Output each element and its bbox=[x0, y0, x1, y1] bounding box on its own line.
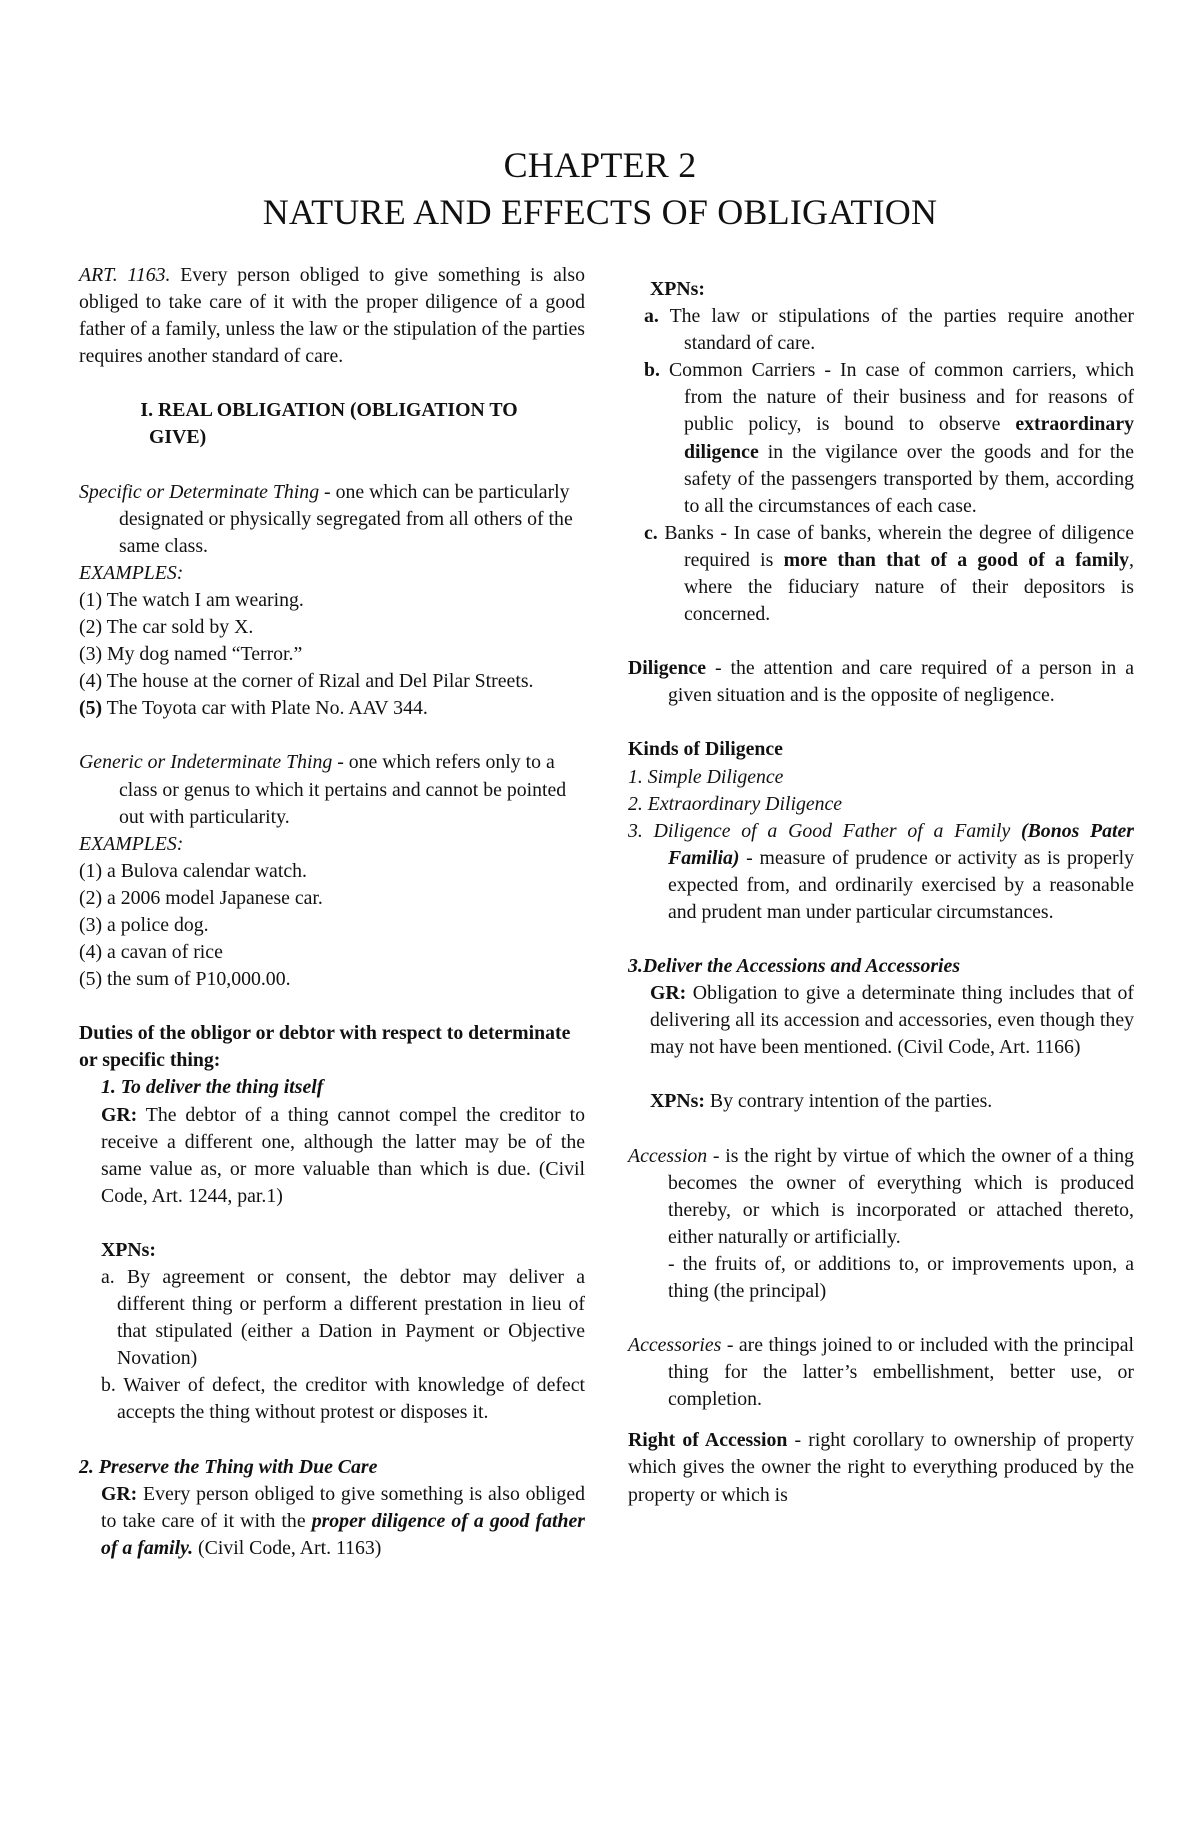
examples-label-1: EXAMPLES: bbox=[79, 561, 184, 584]
duty-3-general-rule: GR: Obligation to give a determinate thing includes that of delivering all its accession and accessories, even though they may not have been mentioned. (Civil Code, Art. 1166) bbox=[650, 982, 1134, 1059]
duty-1-xpns-label: XPNs: bbox=[101, 1238, 156, 1261]
xpn-a: a. The law or stipulations of the parties require another standard of care. bbox=[644, 305, 1134, 355]
specific-term: Specific or Determinate Thing bbox=[79, 480, 320, 503]
generic-term: Generic or Indeterminate Thing bbox=[79, 751, 333, 774]
kinds-heading: Kinds of Diligence bbox=[628, 738, 783, 761]
kind-simple: 1. Simple Diligence bbox=[628, 765, 784, 788]
diligence-definition: Diligence - the attention and care required of a person in a given situation and is the opposite of negligence. bbox=[628, 657, 1134, 707]
generic-example: (2) a 2006 model Japanese car. bbox=[79, 886, 323, 909]
accession-definition: Accession - is the right by virtue of which the owner of a thing becomes the owner of everything which is produced thereby, or which is incorporated or attached thereto, either naturally or artificially. bbox=[628, 1144, 1134, 1248]
duty-2-general-rule: GR: Every person obliged to give something is also obliged to take care of it with the proper diligence of a good father of a family. (Civil Code, Art. 1163) bbox=[101, 1482, 585, 1559]
right-column bbox=[628, 262, 1134, 1509]
article-text: Every person obliged to give something is also obliged to take care of it with the proper diligence of a good father of a family, unless the law or the stipulation of the parties requires another standard of care. bbox=[79, 264, 585, 368]
right-of-accession-definition: Right of Accession - right corollary to ownership of property which gives the owner the right to everything produced by the property or which is bbox=[628, 1429, 1135, 1506]
duty-3-xpns: XPNs: By contrary intention of the parties. bbox=[650, 1090, 993, 1113]
duty-2-heading: 2. Preserve the Thing with Due Care bbox=[79, 1455, 378, 1478]
chapter-title: NATURE AND EFFECTS OF OBLIGATION bbox=[262, 192, 938, 232]
specific-thing-definition: Specific or Determinate Thing - one which can be particularly designated or physically segregated from all others of the same class. bbox=[79, 480, 573, 557]
duty-1-xpn: b. Waiver of defect, the creditor with knowledge of defect accepts the thing without protest or disposes it. bbox=[101, 1374, 585, 1424]
duties-heading: Duties of the obligor or debtor with respect to determinate or specific thing: bbox=[79, 1022, 571, 1072]
section-heading-line2: GIVE) bbox=[149, 426, 207, 449]
article-label: ART. 1163. bbox=[79, 264, 171, 286]
duty-3-heading: 3.Deliver the Accessions and Accessories bbox=[628, 955, 961, 978]
specific-example: (5) The Toyota car with Plate No. AAV 344. bbox=[79, 697, 428, 720]
kind-extraordinary: 2. Extraordinary Diligence bbox=[628, 792, 843, 815]
generic-thing-definition: Generic or Indeterminate Thing - one which refers only to a class or genus to which it pertains and cannot be pointed out with particularity. bbox=[79, 751, 567, 828]
examples-label-2: EXAMPLES: bbox=[79, 832, 184, 855]
xpns-label: XPNs: bbox=[650, 278, 705, 300]
generic-example: (1) a Bulova calendar watch. bbox=[79, 859, 307, 882]
xpn-b: b. Common Carriers - In case of common carriers, which from the nature of their business and for reasons of public policy, is bound to observe extraordinary diligence in the vigilance over the goods and for the safety of the passengers transported by them, according to all the circumstances of each case. bbox=[644, 359, 1134, 517]
generic-example: (4) a cavan of rice bbox=[79, 941, 223, 964]
duty-1-xpn: a. By agreement or consent, the debtor may deliver a different thing or perform a different prestation in lieu of that stipulated (either a Dation in Payment or Objective Novation) bbox=[101, 1266, 585, 1370]
specific-example: (3) My dog named “Terror.” bbox=[79, 643, 303, 666]
generic-example: (5) the sum of P10,000.00. bbox=[79, 968, 291, 991]
duty-1-general-rule: GR: The debtor of a thing cannot compel the creditor to receive a different one, although the latter may be of the same value as, or more valuable than which is due. (Civil Code, Art. 1244, par.1) bbox=[101, 1103, 585, 1207]
chapter-number: CHAPTER 2 bbox=[503, 145, 697, 185]
left-column bbox=[79, 262, 585, 1562]
specific-example: (1) The watch I am wearing. bbox=[79, 588, 304, 611]
specific-example: (2) The car sold by X. bbox=[79, 616, 254, 639]
duty-1-heading: 1. To deliver the thing itself bbox=[101, 1076, 324, 1099]
accession-definition-2: - the fruits of, or additions to, or improvements upon, a thing (the principal) bbox=[668, 1252, 1134, 1302]
generic-example: (3) a police dog. bbox=[79, 913, 209, 936]
xpn-c: c. Banks - In case of banks, wherein the degree of diligence required is more than that of a good of a family, where the fiduciary nature of their depositors is concerned. bbox=[644, 521, 1134, 626]
specific-example: (4) The house at the corner of Rizal and Del Pilar Streets. bbox=[79, 670, 534, 693]
accessories-definition: Accessories - are things joined to or included with the principal thing for the latter’s embellishment, better use, or completion. bbox=[628, 1334, 1134, 1411]
section-heading-line1: I. REAL OBLIGATION (OBLIGATION TO bbox=[140, 399, 518, 422]
article-1163 bbox=[79, 262, 585, 370]
kind-good-father: 3. Diligence of a Good Father of a Family (Bonos Pater Familia) - measure of prudence or activity as is properly expected from, and ordinarily exercised by a reasonable and prudent man under particular circumstances. bbox=[628, 819, 1134, 923]
